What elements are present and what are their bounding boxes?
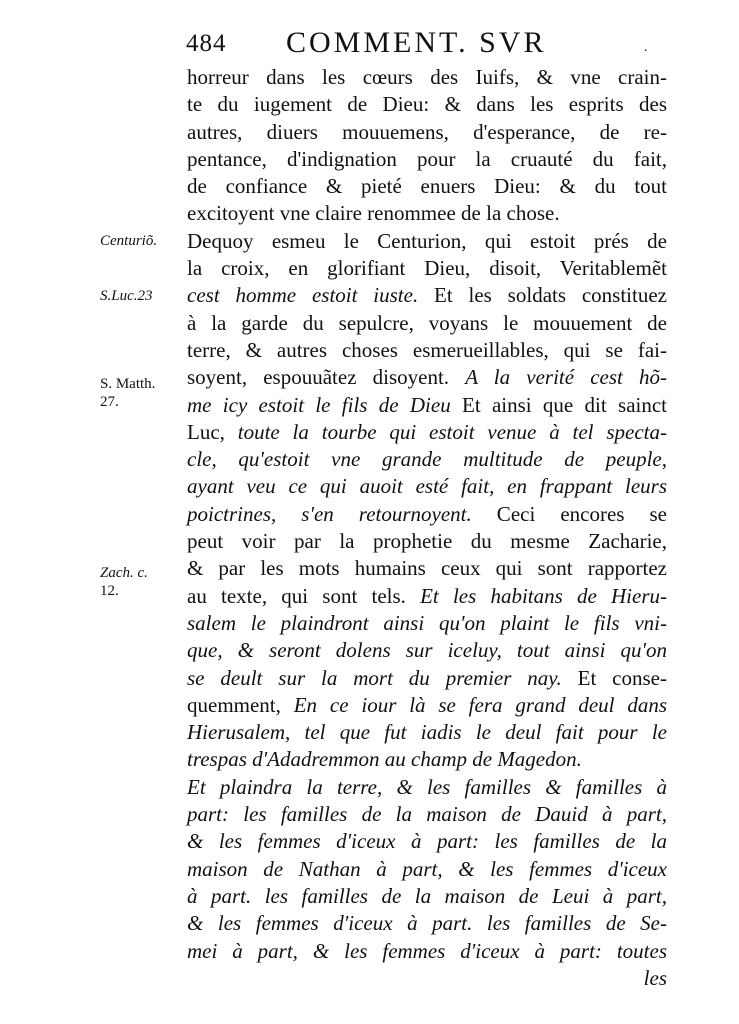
text-run: autres, diuers mouuemens, d'esperance, de re- xyxy=(187,119,667,144)
margin-note-zacharie: Zach. c. 12. xyxy=(100,565,148,599)
text-line xyxy=(187,610,667,637)
margin-note-matthieu: S. Matth. 27. xyxy=(100,376,156,410)
text-line xyxy=(187,446,667,473)
text-line xyxy=(187,255,667,282)
text-line xyxy=(187,828,667,855)
text-line xyxy=(187,692,667,719)
text-line xyxy=(187,746,667,773)
text-run: te du iugement de Dieu: & dans les esprits des xyxy=(187,92,667,117)
text-run: de confiance & pieté enuers Dieu: & du tout xyxy=(187,174,667,199)
text-run: excitoyent vne claire renommee de la chose. xyxy=(187,201,560,226)
text-line xyxy=(187,501,667,528)
text-line xyxy=(187,910,667,937)
text-line xyxy=(187,200,667,227)
text-line xyxy=(187,146,667,173)
text-line xyxy=(187,637,667,664)
text-run: Et conse- xyxy=(561,665,667,690)
text-run: pentance, d'indignation pour la cruauté du fait, xyxy=(187,146,667,171)
italic-run: cest homme estoit iuste. xyxy=(187,283,419,308)
text-line xyxy=(187,583,667,610)
italic-run: Hierusalem, tel que fut iadis le deul fait pour le xyxy=(187,720,667,745)
italic-run: & les femmes d'iceux à part: les familles de la xyxy=(187,829,667,854)
text-line xyxy=(187,856,667,883)
italic-run: poictrines, s'en retournoyent. xyxy=(187,501,472,526)
italic-run: Et plaindra la terre, & les familles & familles à xyxy=(187,774,667,799)
text-run: terre, & autres choses esmerueillables, qui se fai- xyxy=(187,337,667,362)
text-line xyxy=(187,228,667,255)
text-run: peut voir par la prophetie du mesme Zacharie, xyxy=(187,529,667,554)
italic-run: maison de Nathan à part, & les femmes d'iceux xyxy=(187,856,667,881)
italic-run: les xyxy=(643,965,667,990)
text-run: à la garde du sepulcre, voyans le mouuement de xyxy=(187,310,667,335)
text-line xyxy=(187,337,667,364)
italic-run: à part. les familles de la maison de Leui à part, xyxy=(187,883,667,908)
text-line xyxy=(187,91,667,118)
italic-run: ayant veu ce qui auoit esté fait, en frappant leurs xyxy=(187,474,667,499)
text-line xyxy=(187,665,667,692)
text-run: soyent, espouuãtez disoyent. xyxy=(187,365,466,390)
margin-note-centurion: Centuriõ. xyxy=(100,233,158,249)
text-line xyxy=(187,119,667,146)
running-head: COMMENT. SVR xyxy=(286,26,547,59)
text-line xyxy=(187,555,667,582)
text-line xyxy=(187,965,667,992)
text-line xyxy=(187,282,667,309)
text-run: & par les mots humains ceux qui sont rapportez xyxy=(187,556,667,581)
text-line xyxy=(187,528,667,555)
text-line xyxy=(187,64,667,91)
text-line xyxy=(187,173,667,200)
header-mark: . xyxy=(644,40,648,55)
text-run: Et ainsi que dit sainct xyxy=(450,392,667,417)
page-number: 484 xyxy=(186,30,227,57)
text-line xyxy=(187,938,667,965)
text-line xyxy=(187,719,667,746)
text-line xyxy=(187,364,667,391)
text-line xyxy=(187,392,667,419)
text-run: Et les soldats constituez xyxy=(418,283,667,308)
text-run: Ceci encores se xyxy=(471,501,668,526)
italic-run: salem le plaindront ainsi qu'on plaint le fils vni- xyxy=(187,610,667,635)
italic-run: toute la tourbe qui estoit venue à tel specta- xyxy=(237,419,667,444)
text-line xyxy=(187,419,667,446)
italic-run: trespas d'Adadremmon au champ de Magedon. xyxy=(187,747,582,772)
italic-run: & les femmes d'iceux à part. les familles de Se- xyxy=(187,911,667,936)
text-run: horreur dans les cœurs des Iuifs, & vne crain- xyxy=(187,65,667,89)
italic-run: me icy estoit le fils de Dieu xyxy=(187,392,451,417)
text-run: la croix, en glorifiant Dieu, disoit, Veritablemẽt xyxy=(187,256,667,281)
text-run: au texte, qui sont tels. xyxy=(187,583,421,608)
italic-run: que, & seront dolens sur iceluy, tout ainsi qu'on xyxy=(187,638,667,663)
text-line xyxy=(187,310,667,337)
page-header xyxy=(186,26,666,66)
italic-run: cle, qu'estoit vne grande multitude de peuple, xyxy=(187,447,667,472)
margin-note-luc: S.Luc.23 xyxy=(100,288,153,304)
italic-run: Et les habitans de Hieru- xyxy=(420,583,667,608)
text-line xyxy=(187,774,667,801)
text-run: quemment, xyxy=(187,692,294,717)
italic-run: A la verité cest hõ- xyxy=(465,365,667,390)
italic-run: part: les familles de la maison de Dauid à part, xyxy=(187,802,667,827)
text-line xyxy=(187,883,667,910)
text-run: Dequoy esmeu le Centurion, qui estoit prés de xyxy=(187,228,667,253)
text-line xyxy=(187,801,667,828)
text-run: Luc, xyxy=(187,419,238,444)
italic-run: En ce iour là se fera grand deul dans xyxy=(293,692,667,717)
body-text xyxy=(187,64,667,992)
text-line xyxy=(187,473,667,500)
italic-run: se deult sur la mort du premier nay. xyxy=(187,665,562,690)
italic-run: mei à part, & les femmes d'iceux à part: toutes xyxy=(187,938,667,963)
